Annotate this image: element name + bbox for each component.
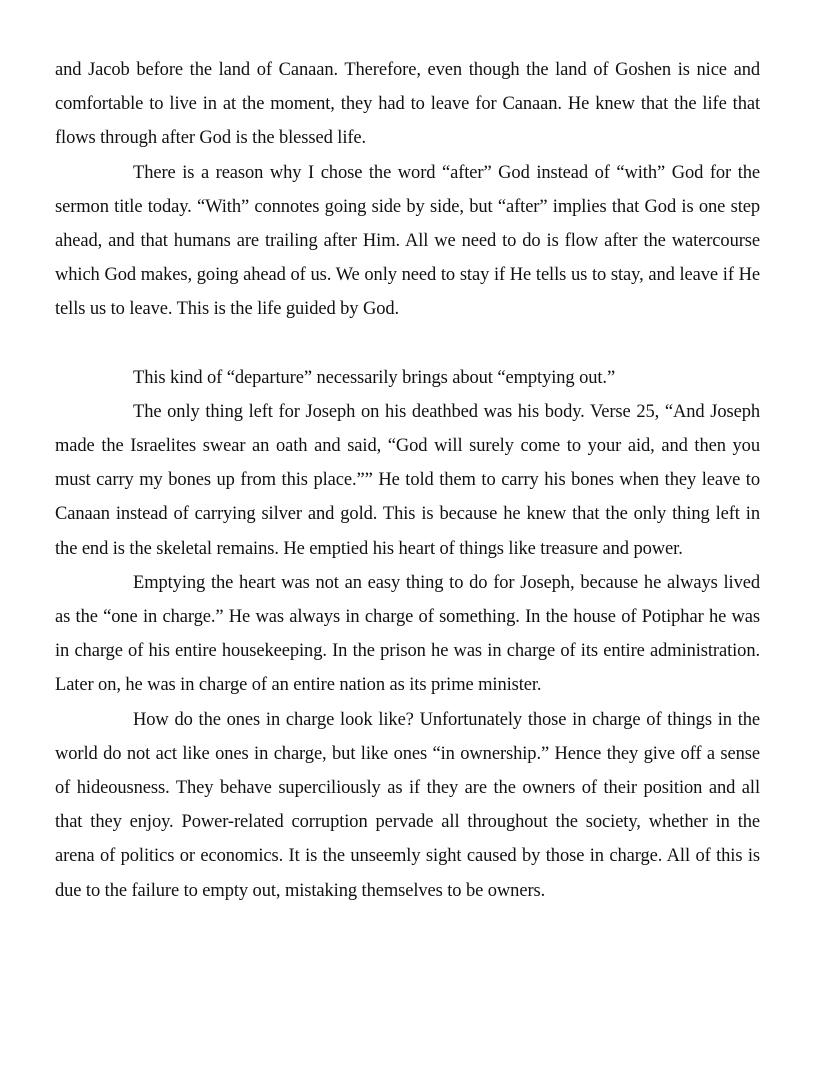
paragraph-2: There is a reason why I chose the word “after” God instead of “with” God for the sermon title today. “With” connotes going side by side, but “after” implies that God is one step ahead, and that humans are trailing after Him. All we need to do is flow after the watercourse which God makes, going ahead of us. We only need to stay if He tells us to stay, and leave if He tells us to leave. This is the life guided by God. — [55, 162, 760, 320]
paragraph-4: The only thing left for Joseph on his deathbed was his body. Verse 25, “And Joseph made the Israelites swear an oath and said, “God will surely come to your aid, and then you must carry my bones up from this place.”” He told them to carry his bones when they leave to Canaan instead of carrying silver and gold. This is because he knew that the only thing left in the end is the skeletal remains. He emptied his heart of things like treasure and power. — [55, 401, 760, 559]
paragraph-1: and Jacob before the land of Canaan. Therefore, even though the land of Goshen is nice and comfortable to live in at the moment, they had to leave for Canaan. He knew that the life that flows through after God is the blessed life. — [55, 60, 760, 149]
paragraph-6: How do the ones in charge look like? Unfortunately those in charge of things in the world do not act like ones in charge, but like ones “in ownership.” Hence they give off a sense of hideousness. They behave superciliously as if they are the owners of their position and all that they enjoy. Power-related corruption pervade all throughout the society, whether in the arena of politics or economics. It is the unseemly sight caused by those in charge. All of this is due to the failure to empty out, mistaking themselves to be owners. — [55, 709, 760, 901]
paragraph-5: Emptying the heart was not an easy thing to do for Joseph, because he always lived as the “one in charge.” He was always in charge of something. In the house of Potiphar he was in charge of his entire housekeeping. In the prison he was in charge of its entire administration. Later on, he was in charge of an entire nation as its prime minister. — [55, 572, 760, 696]
paragraph-3: This kind of “departure” necessarily brings about “emptying out.” — [133, 367, 616, 388]
document-page — [55, 53, 760, 908]
